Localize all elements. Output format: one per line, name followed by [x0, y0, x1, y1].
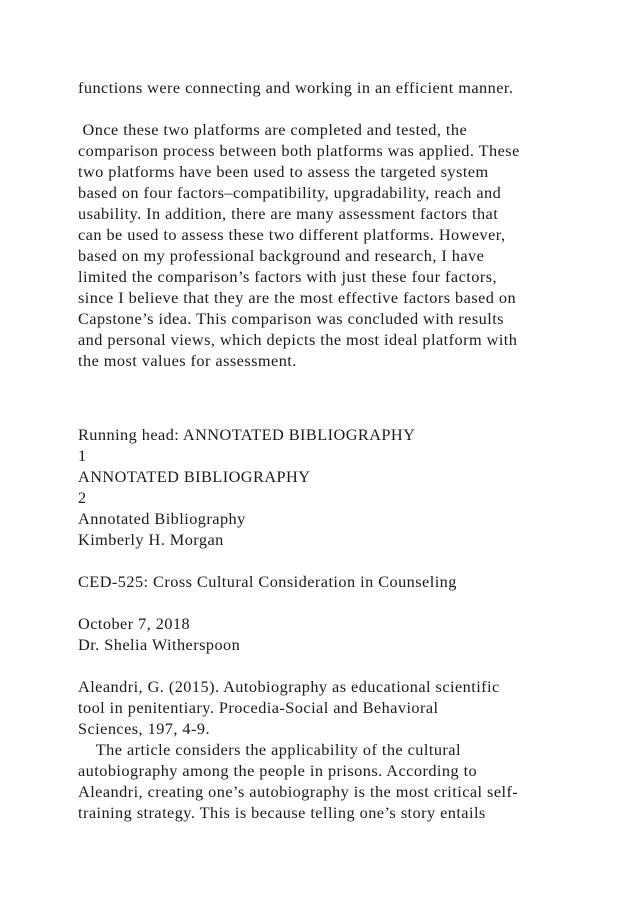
annotation-line: Aleandri, creating one’s autobiography is the most critical self- — [78, 782, 519, 801]
document-title: Annotated Bibliography — [78, 509, 246, 528]
paragraph-line: and personal views, which depicts the most ideal platform with — [78, 330, 518, 349]
page-number: 2 — [78, 488, 87, 507]
author-name: Kimberly H. Morgan — [78, 530, 224, 549]
paragraph-line: Capstone’s idea. This comparison was concluded with results — [78, 309, 504, 328]
paragraph-line: two platforms have been used to assess the targeted system — [78, 162, 489, 181]
running-head: Running head: ANNOTATED BIBLIOGRAPHY — [78, 425, 416, 444]
annotation-line: The article considers the applicability of the cultural — [78, 740, 461, 759]
page-number: 1 — [78, 446, 87, 465]
annotation-line: autobiography among the people in prisons. According to — [78, 761, 478, 780]
paragraph-line: limited the comparison’s factors with just these four factors, — [78, 267, 498, 286]
instructor-name: Dr. Shelia Witherspoon — [78, 635, 241, 654]
paragraph-line: usability. In addition, there are many assessment factors that — [78, 204, 499, 223]
paragraph-line: the most values for assessment. — [78, 351, 297, 370]
paragraph-line: comparison process between both platforms was applied. These — [78, 141, 520, 160]
annotation-line: training strategy. This is because telling one’s story entails — [78, 803, 486, 822]
paragraph-line: since I believe that they are the most effective factors based on — [78, 288, 517, 307]
header-title: ANNOTATED BIBLIOGRAPHY — [78, 467, 311, 486]
citation-line: tool in penitentiary. Procedia-Social and Behavioral — [78, 698, 439, 717]
text-line: functions were connecting and working in an efficient manner. — [78, 78, 514, 97]
citation-line: Aleandri, G. (2015). Autobiography as educational scientific — [78, 677, 500, 696]
citation-line: Sciences, 197, 4-9. — [78, 719, 210, 738]
date: October 7, 2018 — [78, 614, 191, 633]
course-name: CED-525: Cross Cultural Consideration in Counseling — [78, 572, 457, 591]
paragraph-line: can be used to assess these two different platforms. However, — [78, 225, 506, 244]
paragraph-line: Once these two platforms are completed and tested, the — [78, 120, 468, 139]
paragraph-line: based on four factors–compatibility, upgradability, reach and — [78, 183, 502, 202]
paragraph-line: based on my professional background and research, I have — [78, 246, 485, 265]
